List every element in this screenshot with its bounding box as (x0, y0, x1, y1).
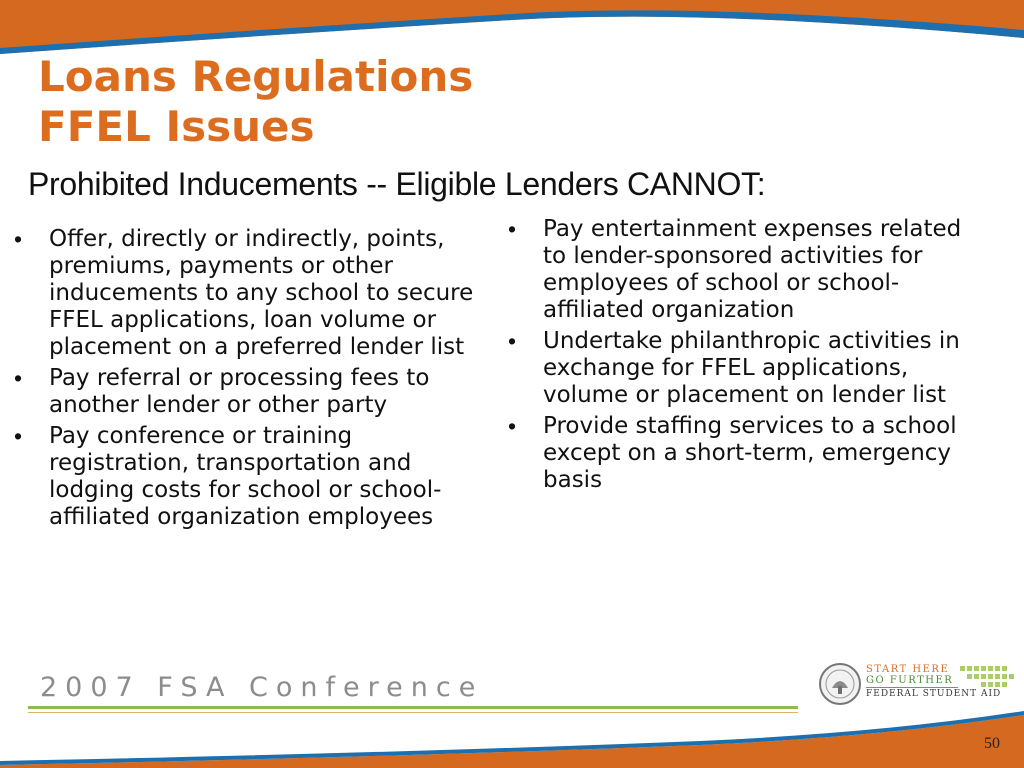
logo-rule (866, 687, 958, 688)
left-bullet-2: • Pay referral or processing fees to another lender or other party (14, 365, 494, 419)
title-line-2: FFEL Issues (38, 102, 315, 151)
right-bullet-list (508, 216, 978, 498)
slide-title (38, 52, 473, 152)
left-bullet-3: • Pay conference or training registration, transportation and lodging costs for school or school-affiliated organization employees (14, 423, 494, 531)
logo-line-1: START HERE (866, 664, 950, 675)
right-bullet-2: • Undertake philanthropic activities in exchange for FFEL applications, volume or placement on lender list (508, 328, 978, 409)
logo-dot-grid-icon (960, 666, 1014, 688)
logo-line-2: GO FURTHER (866, 675, 954, 686)
right-bullet-3: • Provide staffing services to a school except on a short-term, emergency basis (508, 413, 978, 494)
bottom-decorative-band (0, 705, 1024, 768)
slide-subtitle: Prohibited Inducements -- Eligible Lenders CANNOT: (28, 166, 766, 202)
left-bullet-list (14, 226, 494, 535)
page-number: 50 (984, 735, 1000, 752)
department-seal-icon (818, 662, 862, 706)
right-bullet-1: • Pay entertainment expenses related to lender-sponsored activities for employees of school or school-affiliated organization (508, 216, 978, 324)
conference-label: 2007 FSA Conference (40, 672, 484, 703)
left-bullet-1: • Offer, directly or indirectly, points, premiums, payments or other inducements to any school to secure FFEL applications, loan volume or placement on a preferred lender list (14, 226, 494, 361)
title-line-1: Loans Regulations (38, 52, 474, 101)
logo-line-3: FEDERAL STUDENT AID (866, 689, 1002, 699)
